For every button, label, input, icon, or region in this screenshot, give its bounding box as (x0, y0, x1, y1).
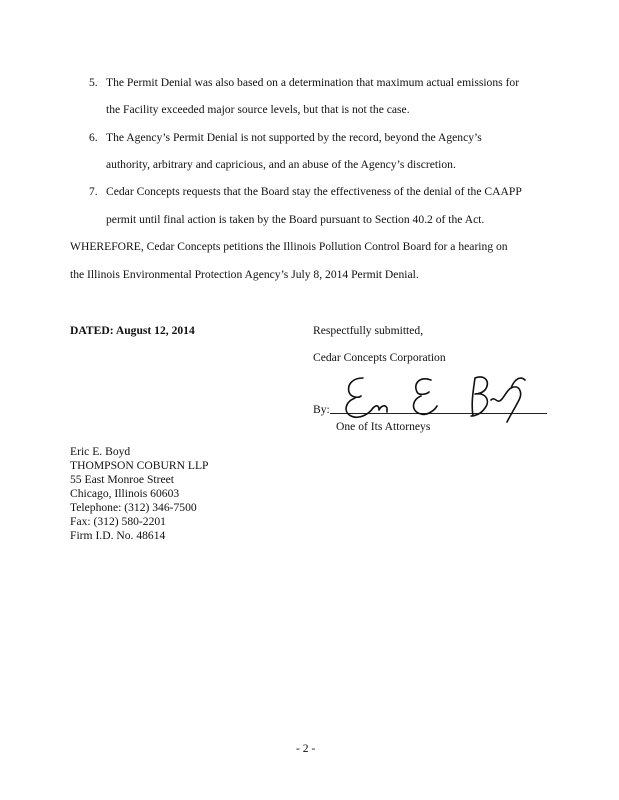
respectfully-submitted: Respectfully submitted, (313, 324, 424, 337)
attorney-name: Eric E. Boyd (70, 445, 131, 458)
street-address: 55 East Monroe Street (70, 473, 174, 486)
page-number: - 2 - (296, 742, 316, 755)
wherefore-text: WHEREFORE, Cedar Concepts petitions the Illinois Pollution Control Board for a hearing on (70, 240, 508, 253)
item-text: The Permit Denial was also based on a determination that maximum actual emissions for (106, 76, 520, 89)
fax: Fax: (312) 580-2201 (70, 515, 166, 528)
item-text: The Agency’s Permit Denial is not supported by the record, beyond the Agency’s (106, 131, 482, 144)
item-number: 5. (89, 76, 98, 89)
item-text: authority, arbitrary and capricious, and an abuse of the Agency’s discretion. (106, 158, 456, 171)
dated-line: DATED: August 12, 2014 (70, 324, 195, 337)
item-text: Cedar Concepts requests that the Board stay the effectiveness of the denial of the CAAPP (106, 185, 522, 198)
item-number: 7. (89, 185, 98, 198)
item-text: permit until final action is taken by the Board pursuant to Section 40.2 of the Act. (106, 213, 485, 226)
one-of-its-attorneys: One of Its Attorneys (336, 420, 431, 433)
telephone: Telephone: (312) 346-7500 (70, 501, 197, 514)
city-state-zip: Chicago, Illinois 60603 (70, 487, 180, 500)
company-name: Cedar Concepts Corporation (313, 351, 446, 364)
item-number: 6. (89, 131, 98, 144)
by-label: By: (313, 403, 330, 416)
wherefore-text: the Illinois Environmental Protection Agency’s July 8, 2014 Permit Denial. (70, 268, 419, 281)
attorney-address-block (70, 445, 209, 543)
law-firm: THOMPSON COBURN LLP (70, 459, 209, 472)
item-text: the Facility exceeded major source levels, but that is not the case. (106, 103, 410, 116)
firm-id: Firm I.D. No. 48614 (70, 529, 166, 542)
